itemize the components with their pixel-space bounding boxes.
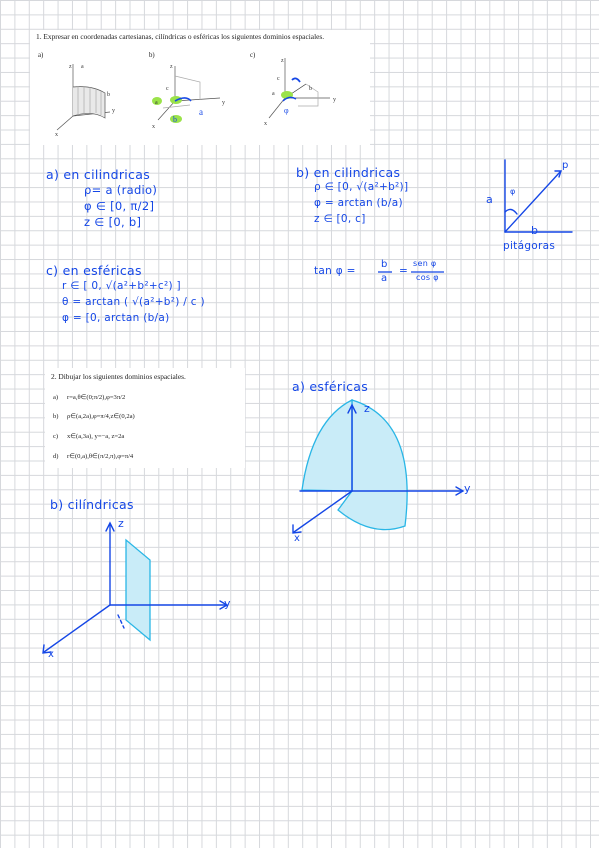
spherical-heading: a) esféricas — [292, 379, 369, 394]
note-b-line-2: φ = arctan (b/a) — [314, 197, 403, 209]
figure-label-b: b) — [149, 52, 155, 59]
fig-b-label-c: c — [166, 86, 169, 92]
tan-fraction-den: a — [381, 273, 388, 284]
note-a-line-3: z ∈ [0, b] — [84, 215, 142, 229]
cyl-axis-y: y — [224, 597, 231, 610]
fig-c-phi-mark: φ — [284, 106, 289, 115]
fig-b-label-b: b — [173, 115, 177, 124]
fig-c-label-c: c — [277, 76, 280, 82]
fig-a-axis-y: y — [112, 108, 115, 114]
fig-c-axis-y: y — [333, 97, 336, 103]
sph-axis-z: z — [364, 402, 371, 415]
cylindrical-heading: b) cilíndricas — [50, 497, 134, 512]
problem-1-title: 1. Expresar en coordenadas cartesianas, cilíndricas o esféricas los siguientes dominios espaciales. — [36, 32, 325, 41]
triangle-angle-phi: φ — [510, 187, 516, 196]
note-c-line-1: r ∈ [ 0, √(a²+b²+c²) ] — [62, 280, 181, 292]
triangle-side-b: b — [531, 224, 539, 237]
note-b-heading: b) en cilindricas — [296, 165, 401, 180]
fig-b-label-a: a — [155, 100, 158, 106]
fig-a-axis-x: x — [55, 132, 58, 138]
fig-c-label-a: a — [272, 91, 275, 97]
figure-label-c: c) — [250, 52, 256, 59]
problem-2-item-c: c) x∈(a,3a), y=−a, z=2a — [53, 433, 125, 440]
cyl-axis-x: x — [48, 649, 55, 660]
figure-label-a: a) — [38, 52, 44, 59]
problem-2-item-b: b) ρ∈(a,2a),φ=π/4,z∈(0,2a) — [53, 413, 135, 420]
problem-2-item-d: d) r∈(0,a),θ∈(π/2,π),φ=π/4 — [53, 453, 134, 460]
note-c-line-3: φ = [0, arctan (b/a) — [62, 312, 170, 324]
note-b-line-3: z ∈ [0, c] — [314, 213, 366, 225]
pitagoras-label: pitágoras — [503, 240, 556, 252]
triangle-point-p: p — [562, 160, 569, 171]
fig-b-axis-x: x — [152, 124, 155, 130]
tan-phi-label: tan φ = — [314, 265, 356, 277]
triangle-side-a: a — [486, 193, 494, 206]
problem-2-item-a: a) r=a,θ∈(0;π/2),φ=3π/2 — [53, 394, 126, 401]
problem-2-title: 2. Dibujar los siguientes dominios espaciales. — [51, 372, 186, 381]
sph-axis-y: y — [464, 482, 471, 495]
fig-c-axis-x: x — [264, 121, 267, 127]
fig-b-ink-a: a — [199, 107, 203, 117]
fig-a-label-a: a — [81, 64, 84, 70]
note-a-heading: a) en cilindricas — [46, 167, 151, 182]
tan-fraction-num: b — [381, 259, 388, 270]
fig-b-axis-z: z — [170, 64, 173, 70]
fig-c-axis-z: z — [281, 58, 284, 64]
note-c-line-2: θ = arctan ( √(a²+b²) / c ) — [62, 296, 205, 308]
note-a-line-2: φ ∈ [0, π/2] — [84, 199, 155, 213]
note-a-line-1: ρ= a (radio) — [84, 183, 158, 197]
cyl-axis-z: z — [118, 517, 125, 530]
note-b-line-1: ρ ∈ [0, √(a²+b²)] — [314, 181, 409, 193]
fig-b-axis-y: y — [222, 100, 225, 106]
fig-a-label-b: b — [107, 92, 110, 98]
tan-cos-den: cos φ — [416, 273, 439, 282]
fig-c-label-b: b — [309, 86, 312, 92]
note-c-heading: c) en esféricas — [46, 263, 142, 278]
sph-axis-x: x — [294, 533, 301, 544]
fig-a-axis-z: z — [69, 64, 72, 70]
tan-sen-num: sen φ — [413, 259, 437, 268]
tan-equals: = — [399, 265, 409, 277]
